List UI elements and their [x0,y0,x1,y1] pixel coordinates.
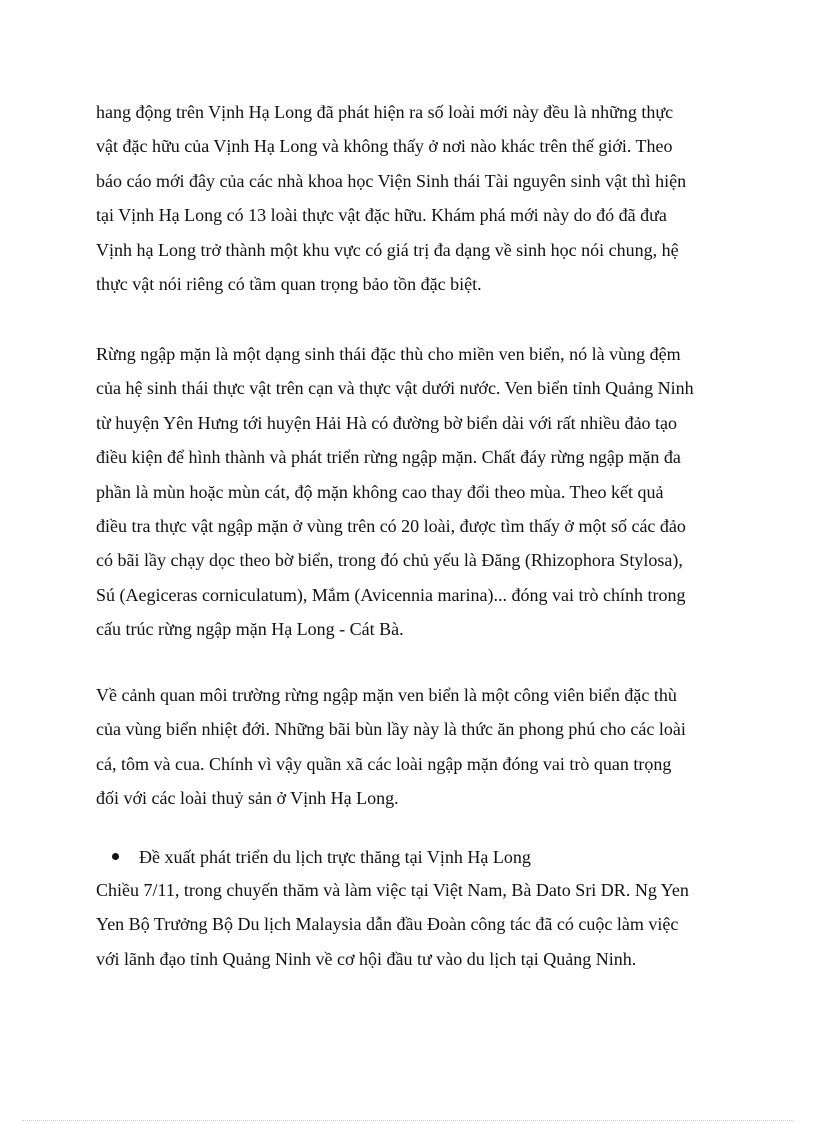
text-line: của hệ sinh thái thực vật trên cạn và thực vật dưới nước. Ven biển tỉnh Quảng Ninh [96,378,694,399]
bullet-text: Đề xuất phát triển du lịch trực thăng tại Vịnh Hạ Long [139,847,531,867]
paragraph-landscape [96,678,726,816]
text-line: của vùng biển nhiệt đới. Những bãi bùn lầy này là thức ăn phong phú cho các loài [96,719,686,740]
bullet-dot-icon [112,853,119,860]
text-line: với lãnh đạo tỉnh Quảng Ninh về cơ hội đầu tư vào du lịch tại Quảng Ninh. [96,948,637,969]
paragraph-mangrove-forest [96,337,726,647]
text-line: từ huyện Yên Hưng tới huyện Hải Hà có đường bờ biển dài với rất nhiều đảo tạo [96,412,678,433]
bullet-item-helicopter-tourism [112,840,531,874]
text-line: Yen Bộ Trưởng Bộ Du lịch Malaysia dẫn đầu Đoàn công tác đã có cuộc làm việc [96,914,679,935]
text-line: Về cảnh quan môi trường rừng ngập mặn ven biển là một công viên biển đặc thù [96,685,677,705]
text-line: thực vật nói riêng có tầm quan trọng bảo tồn đặc biệt. [96,274,482,295]
text-line: Chiều 7/11, trong chuyến thăm và làm việc tại Việt Nam, Bà Dato Sri DR. Ng Yen [96,880,689,900]
text-line: phần là mùn hoặc mùn cát, độ mặn không cao thay đổi theo mùa. Theo kết quả [96,481,664,502]
text-line: Sú (Aegiceras corniculatum), Mắm (Avicennia marina)... đóng vai trò chính trong [96,584,686,605]
text-line: Rừng ngập mặn là một dạng sinh thái đặc thù cho miền ven biển, nó là vùng đệm [96,344,681,364]
text-line: cấu trúc rừng ngập mặn Hạ Long - Cát Bà. [96,619,404,640]
text-line: có bãi lầy chạy dọc theo bờ biển, trong đó chủ yếu là Đăng (Rhizophora Stylosa), [96,550,683,571]
text-line: điều tra thực vật ngập mặn ở vùng trên có 20 loài, được tìm thấy ở một số các đảo [96,516,686,537]
text-line: tại Vịnh Hạ Long có 13 loài thực vật đặc hữu. Khám phá mới này do đó đã đưa [96,205,667,226]
paragraph-endemic-plants [96,95,726,301]
page-bottom-divider [22,1120,794,1121]
text-line: cá, tôm và cua. Chính vì vậy quần xã các loài ngập mặn đóng vai trò quan trọng [96,753,672,774]
text-line: hang động trên Vịnh Hạ Long đã phát hiện ra số loài mới này đều là những thực [96,102,674,122]
text-line: đối với các loài thuỷ sản ở Vịnh Hạ Long. [96,788,399,809]
paragraph-malaysia-visit [96,873,726,976]
text-line: Vịnh hạ Long trở thành một khu vực có giá trị đa dạng về sinh học nói chung, hệ [96,239,679,260]
text-line: vật đặc hữu của Vịnh Hạ Long và không thấy ở nơi nào khác trên thế giới. Theo [96,136,673,157]
text-line: điều kiện để hình thành và phát triển rừng ngập mặn. Chất đáy rừng ngập mặn đa [96,447,681,468]
text-line: báo cáo mới đây của các nhà khoa học Viện Sinh thái Tài nguyên sinh vật thì hiện [96,170,687,191]
